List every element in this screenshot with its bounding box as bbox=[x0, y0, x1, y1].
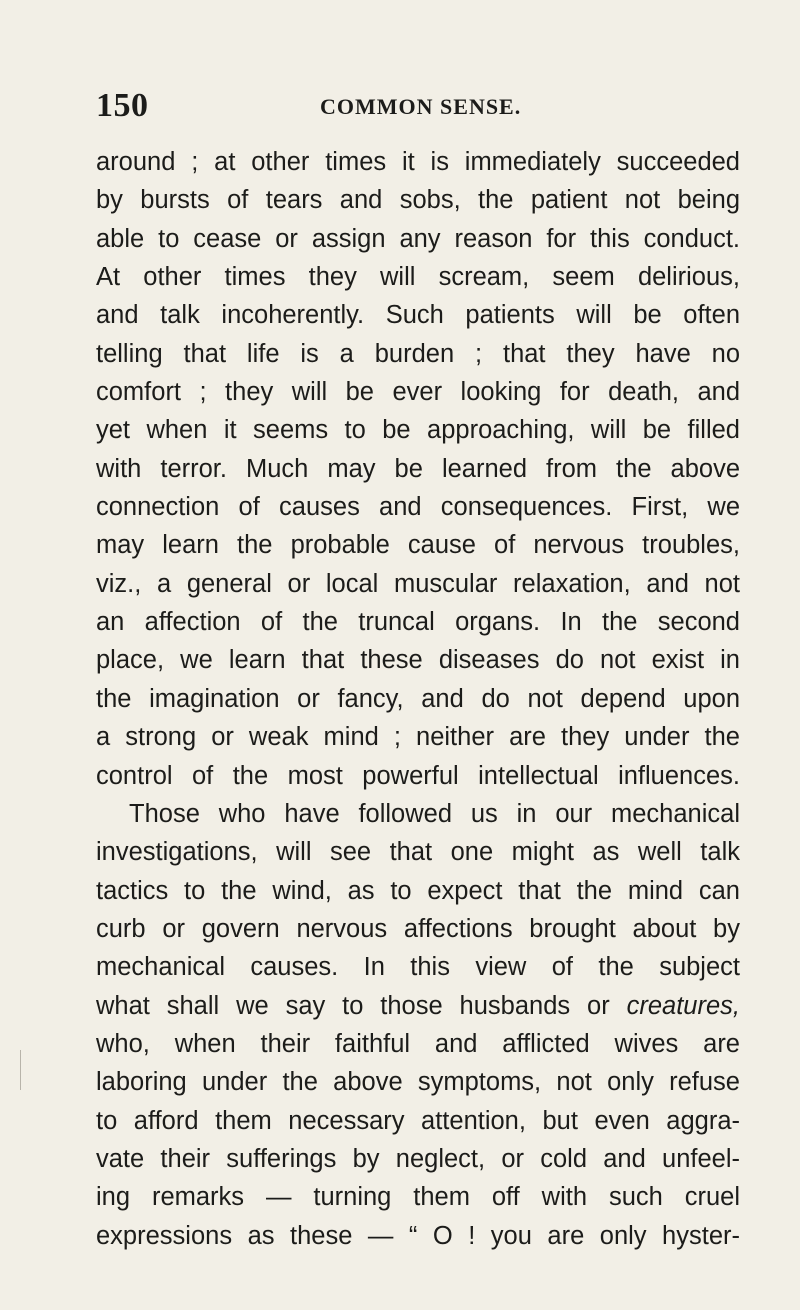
text-line-start: what shall we say to those husbands or bbox=[96, 991, 610, 1020]
text-line: a strong or weak mind ; neither are they under the bbox=[96, 723, 740, 752]
text-line: ing remarks — turning them off with such cruel bbox=[96, 1183, 740, 1212]
page-header bbox=[96, 88, 716, 128]
text-line: expressions as these — “ O ! you are only hyster- bbox=[96, 1221, 740, 1250]
text-line: yet when it seems to be approaching, will be filled bbox=[96, 416, 740, 445]
text-line: with terror. Much may be learned from the above bbox=[96, 454, 740, 483]
italic-word: creatures, bbox=[626, 991, 740, 1020]
text-line: who, when their faithful and afflicted wives are bbox=[96, 1029, 740, 1058]
text-line: tactics to the wind, as to expect that the mind can bbox=[96, 876, 740, 905]
body-text bbox=[96, 143, 740, 1255]
text-line: viz., a general or local muscular relaxation, and not bbox=[96, 569, 740, 598]
text-line: laboring under the above symptoms, not only refuse bbox=[96, 1068, 740, 1097]
text-line: an affection of the truncal organs. In the second bbox=[96, 608, 740, 637]
text-line: At other times they will scream, seem delirious, bbox=[96, 263, 740, 292]
text-line: mechanical causes. In this view of the subject bbox=[96, 953, 740, 982]
text-line: able to cease or assign any reason for this conduct. bbox=[96, 224, 740, 253]
text-line: comfort ; they will be ever looking for death, and bbox=[96, 378, 740, 407]
text-line: telling that life is a burden ; that they have no bbox=[96, 339, 740, 368]
text-line: to afford them necessary attention, but even aggra- bbox=[96, 1106, 740, 1135]
text-line: control of the most powerful intellectual influences. bbox=[96, 761, 740, 790]
text-line: the imagination or fancy, and do not depend upon bbox=[96, 684, 740, 713]
page-margin-mark bbox=[20, 1050, 21, 1090]
text-line: investigations, will see that one might as well talk bbox=[96, 838, 740, 867]
text-line: vate their sufferings by neglect, or cold and unfeel- bbox=[96, 1144, 740, 1173]
text-line: may learn the probable cause of nervous troubles, bbox=[96, 531, 740, 560]
text-line: curb or govern nervous affections brought about by bbox=[96, 914, 740, 943]
text-line: by bursts of tears and sobs, the patient not being bbox=[96, 186, 740, 215]
text-line: place, we learn that these diseases do not exist in bbox=[96, 646, 740, 675]
text-line: and talk incoherently. Such patients will be often bbox=[96, 301, 740, 330]
text-line: connection of causes and consequences. First, we bbox=[96, 493, 740, 522]
text-line-with-italic bbox=[96, 987, 740, 1025]
page-number: 150 bbox=[96, 87, 149, 124]
running-head: COMMON SENSE. bbox=[320, 94, 522, 119]
paragraph-first-line: Those who have followed us in our mechanical bbox=[129, 799, 740, 828]
text-line: around ; at other times it is immediately succeeded bbox=[96, 148, 740, 176]
